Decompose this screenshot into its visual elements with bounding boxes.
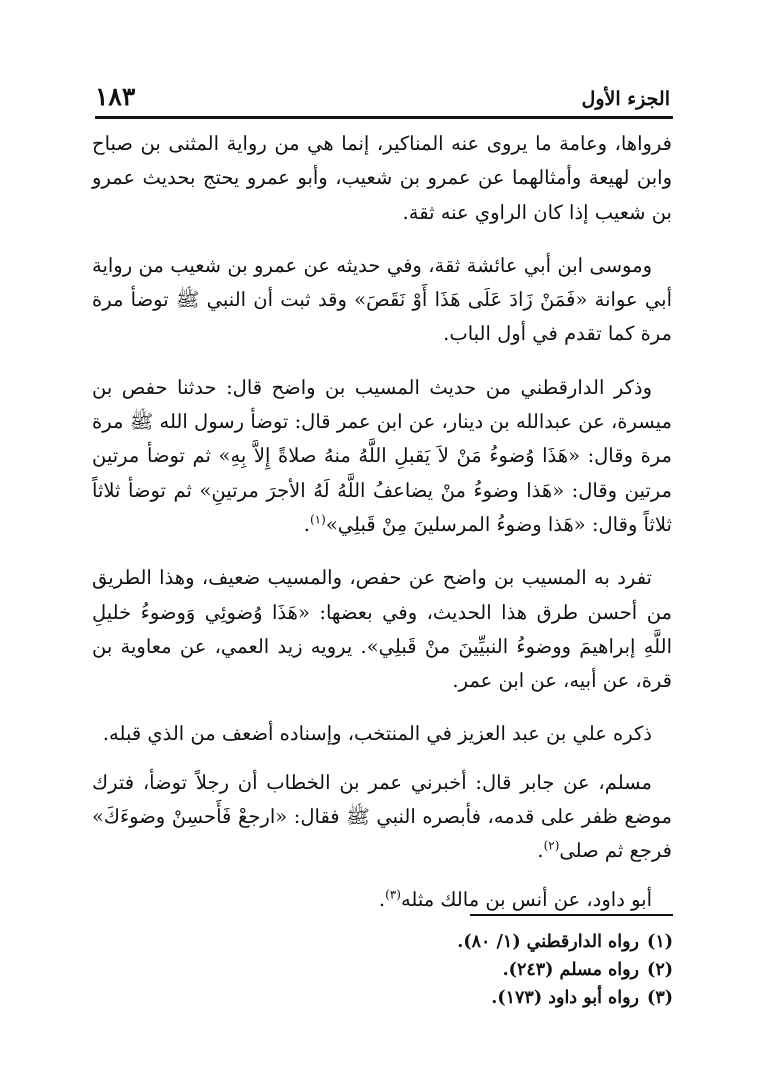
- paragraph-3: وذكر الدارقطني من حديث المسيب بن واضح قال: حدثنا حفص بن ميسرة، عن عبدالله بن دينار، عن ابن عمر قال: توضأ رسول الله ﷺ مرة مرة وقال: «هَذَا وُضوءُ مَنْ لاَ يَقبلِ اللَّهُ منهُ صلاةً إِلاَّ بِهِ» ثم توضأ مرتين مرتين وقال: «هَذا وضوءُ منْ يضاعفُ اللَّهُ لَهُ الأجرَ مرتينِ» ثم توضأ ثلاثاً ثلاثاً وقال: «هَذا وضوءُ المرسلينَ مِنْ قَبلِي»$^{(١)}$.: [92, 375, 672, 536]
- paragraph-7: أبو داود، عن أنس بن مالك مثله$^{(٣)}$.: [378, 887, 652, 911]
- footnote-ref-2: (٢): [543, 838, 560, 853]
- main-text: [92, 127, 672, 917]
- footnote-2: [320, 956, 673, 984]
- footnote-number: (٢): [647, 960, 673, 980]
- paragraph-2: وموسى ابن أبي عائشة ثقة، وفي حديثه عن عمرو بن شعيب من رواية أبي عوانة «فَمَنْ زَادَ عَلَى هَذَا أَوْ نَقَصَ» وقد ثبت أن النبي ﷺ توضأ مرة مرة كما تقدم في أول الباب.: [92, 253, 672, 346]
- header-rule: [95, 116, 673, 119]
- footnotes: [320, 928, 673, 1012]
- footnote-number: (١): [647, 932, 673, 952]
- paragraph-6: مسلم، عن جابر قال: أخبرني عمر بن الخطاب أن رجلاً توضأ، فترك موضع ظفر على قدمه، فأبصره النبي ﷺ فقال: «ارجعْ فَأَحسِنْ وضوءَكَ» فرجع ثم صلى$^{(٢)}$.: [92, 770, 672, 863]
- page-header: [95, 80, 670, 114]
- footnote-1: [320, 928, 673, 956]
- paragraph-5: ذكره علي بن عبد العزيز في المنتخب، وإسناده أضعف من الذي قبله.: [102, 722, 652, 746]
- footnote-text: رواه أبو داود (١٧٣).: [491, 988, 639, 1008]
- paragraph-4: تفرد به المسيب بن واضح عن حفص، والمسيب ضعيف، وهذا الطريق من أحسن طرق هذا الحديث، وفي بعضها: «هَذَا وُضوئِي وَوضوءُ خليلِ اللَّهِ إبراهيمَ ووضوءُ النبيِّينَ منْ قَبلِي». يرويه زيد العمي، عن معاوية بن قرة، عن أبيه، عن ابن عمر.: [92, 566, 672, 693]
- paragraph-1: فرواها، وعامة ما يروى عنه المناكير، إنما هي من رواية المثنى بن صباح وابن لهيعة وأمثالهما عن عمرو بن شعيب، وأبو عمرو يحتج بحديث عمرو بن شعيب إذا كان الراوي عنه ثقة.: [92, 132, 672, 224]
- footnote-ref-1: (١): [309, 512, 326, 527]
- footnote-number: (٣): [647, 988, 673, 1008]
- footnote-text: رواه مسلم (٢٤٣).: [502, 960, 639, 980]
- footnote-text: رواه الدارقطني (١/ ٨٠).: [457, 932, 639, 952]
- footnote-3: [320, 984, 673, 1012]
- part-title: الجزء الأول: [581, 88, 670, 110]
- footnote-ref-3: (٣): [385, 887, 401, 902]
- footnote-rule: [470, 914, 673, 916]
- page-number: ١٨٣: [95, 82, 136, 111]
